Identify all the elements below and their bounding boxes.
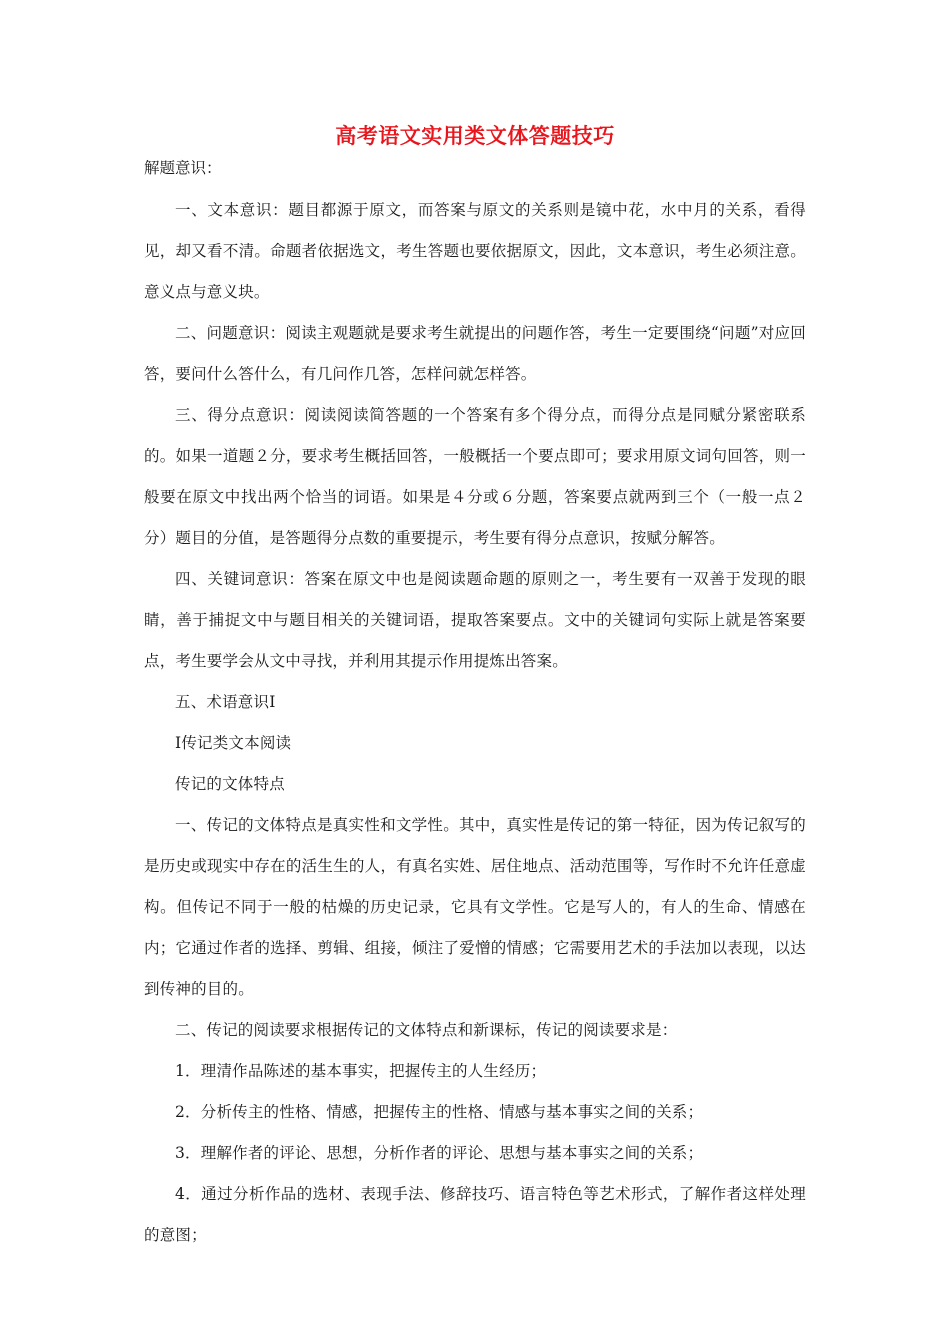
paragraph-text-awareness: 一、文本意识：题目都源于原文，而答案与原文的关系则是镜中花，水中月的关系，看得见，却又看不清。命题者依据选文，考生答题也要依据原文，因此，文本意识，考生必须注意。意义点与意义块。 — [144, 201, 806, 301]
paragraph-question-awareness: 二、问题意识：阅读主观题就是要求考生就提出的问题作答，考生一定要围绕“问题”对应回答，要问什么答什么，有几问作几答，怎样问就怎样答。 — [144, 324, 806, 383]
document-title: 高考语文实用类文体答题技巧 — [335, 123, 615, 148]
paragraph-reading-requirements: 二、传记的阅读要求根据传记的文体特点和新课标，传记的阅读要求是： — [175, 1021, 678, 1039]
subheading-biography-features: 传记的文体特点 — [175, 775, 285, 793]
paragraph-biography-features: 一、传记的文体特点是真实性和文学性。其中，真实性是传记的第一特征，因为传记叙写的是历史或现实中存在的活生生的人，有真名实姓、居住地点、活动范围等，写作时不允许任意虚构。但传记不同于一般的枯燥的历史记录，它具有文学性。它是写人的，有人的生命、情感在内；它通过作者的选择、剪辑、组接，倾注了爱憎的情感；它需要用艺术的手法加以表现，以达到传神的目的。 — [144, 816, 806, 998]
list-item-3: 3．理解作者的评论、思想，分析作者的评论、思想与基本事实之间的关系； — [175, 1144, 704, 1162]
list-item-2: 2．分析传主的性格、情感，把握传主的性格、情感与基本事实之间的关系； — [175, 1103, 704, 1121]
paragraph-terminology-awareness: 五、术语意识Ⅰ — [175, 693, 276, 711]
paragraph-keyword-awareness: 四、关键词意识：答案在原文中也是阅读题命题的原则之一，考生要有一双善于发现的眼睛，善于捕捉文中与题目相关的关键词语，提取答案要点。文中的关键词句实际上就是答案要点，考生要学会从文中寻找，并利用其提示作用提炼出答案。 — [144, 570, 806, 670]
document-page — [144, 118, 806, 1256]
paragraph-scoring-awareness: 三、得分点意识：阅读阅读简答题的一个答案有多个得分点，而得分点是同赋分紧密联系的。如果一道题２分，要求考生概括回答，一般概括一个要点即可；要求用原文词句回答，则一般要在原文中找出两个恰当的词语。如果是４分或６分题，答案要点就两到三个（一般一点２分）题目的分值，是答题得分点数的重要提示，考生要有得分点意识，按赋分解答。 — [144, 406, 806, 547]
list-item-4: 4．通过分析作品的选材、表现手法、修辞技巧、语言特色等艺术形式，了解作者这样处理的意图； — [144, 1185, 806, 1244]
list-item-1: 1．理清作品陈述的基本事实，把握传主的人生经历； — [175, 1062, 547, 1080]
intro-label: 解题意识： — [144, 159, 222, 177]
section-heading-biography: Ⅰ传记类文本阅读 — [175, 734, 292, 752]
